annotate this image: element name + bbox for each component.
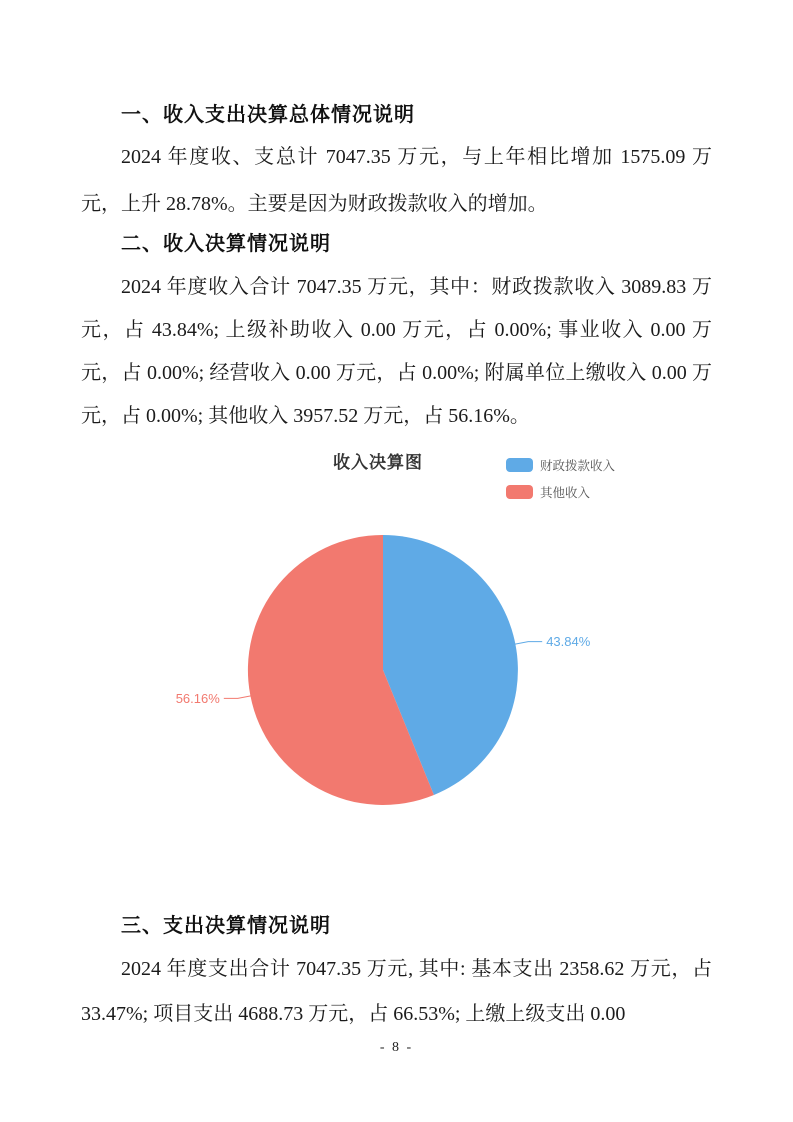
section-heading-expenditure: 三、支出决算情况说明 bbox=[121, 915, 331, 937]
paragraph-income: 2024 年度收入合计 7047.35 万元，其中：财政拨款收入 3089.83 万元，占 43.84%; 上级补助收入 0.00 万元，占 0.00%; 事业收入 0.00 万元，占 0.00%; 经营收入 0.00 万元，占 0.00%; 附属单位上缴收入 0.00 万元，占 0.00%; 其他收入 3957.52 万元，占 56.16%。 bbox=[81, 276, 712, 427]
paragraph-overall: 2024 年度收、支总计 7047.35 万元，与上年相比增加 1575.09 万元，上升 28.78%。主要是因为财政拨款收入的增加。 bbox=[81, 146, 712, 215]
pie-label-line-0 bbox=[515, 642, 543, 645]
chart-title: 收入决算图 bbox=[333, 453, 423, 472]
pie-chart-svg bbox=[0, 440, 793, 880]
pie-percent-label-1: 56.16% bbox=[175, 690, 220, 706]
legend-label: 财政拨款收入 bbox=[540, 458, 616, 473]
legend-label: 其他收入 bbox=[540, 485, 591, 500]
pie-label-line-1 bbox=[224, 696, 252, 699]
section-heading-overall: 一、收入支出决算总体情况说明 bbox=[121, 104, 415, 126]
section-heading-income: 二、收入决算情况说明 bbox=[121, 233, 331, 255]
paragraph-expenditure: 2024 年度支出合计 7047.35 万元, 其中: 基本支出 2358.62 万元，占 33.47%; 项目支出 4688.73 万元，占 66.53%; 上缴上级支出 0.00 bbox=[81, 958, 712, 1025]
pie-percent-label-0: 43.84% bbox=[546, 634, 591, 650]
page-number: - 8 - bbox=[379, 1040, 414, 1055]
income-pie-chart-figure bbox=[0, 440, 793, 880]
